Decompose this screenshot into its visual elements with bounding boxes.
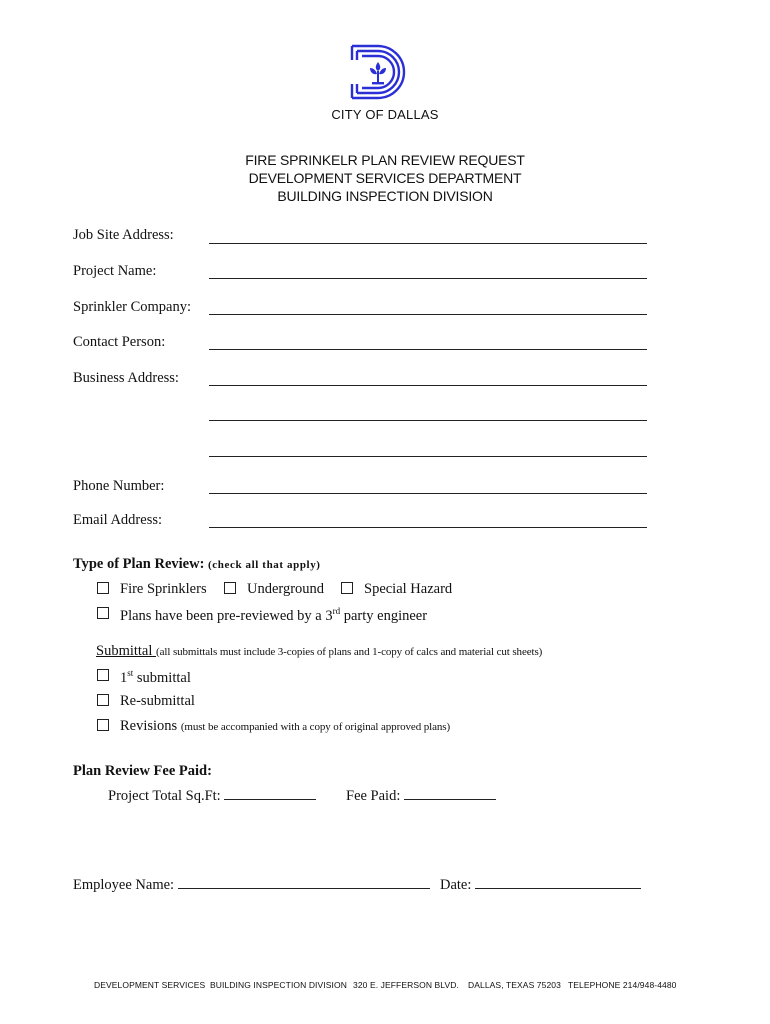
department-title: DEVELOPMENT SERVICES DEPARTMENT (248, 170, 522, 186)
form-title: FIRE SPRINKELR PLAN REVIEW REQUEST (245, 152, 525, 168)
submittal-heading-text: Submittal (96, 643, 157, 659)
footer-dept: DEVELOPMENT SERVICES (94, 980, 206, 990)
fee-paid-row (346, 788, 496, 805)
contact-person-label: Contact Person: (73, 334, 166, 350)
job-site-address-field[interactable] (209, 243, 647, 244)
first-submittal-sup: st (127, 668, 134, 678)
email-address-field[interactable] (209, 527, 647, 528)
resubmittal-label: Re-submittal (120, 693, 195, 709)
city-name: CITY OF DALLAS (331, 107, 439, 122)
date-row (440, 877, 641, 894)
sqft-row (108, 788, 316, 805)
fire-sprinklers-checkbox[interactable] (97, 582, 109, 594)
fee-paid-label: Fee Paid: (346, 788, 404, 804)
pre-reviewed-checkbox[interactable] (97, 607, 109, 619)
fee-paid-field[interactable] (404, 799, 496, 800)
business-address-field-line-1[interactable] (209, 385, 647, 386)
employee-name-label: Employee Name: (73, 877, 178, 893)
underground-label: Underground (247, 581, 325, 597)
submittal-heading (96, 643, 542, 660)
date-field[interactable] (475, 888, 641, 889)
pre-reviewed-text-b: party engineer (340, 607, 428, 624)
phone-number-field[interactable] (209, 493, 647, 494)
pre-reviewed-sup: rd (332, 606, 341, 616)
project-name-label: Project Name: (73, 263, 157, 279)
footer-street: 320 E. JEFFERSON BLVD. (353, 980, 459, 990)
date-label: Date: (440, 877, 476, 893)
email-address-label: Email Address: (73, 512, 163, 528)
first-submittal-text-a: 1 (120, 669, 128, 686)
fire-sprinklers-label: Fire Sprinklers (120, 581, 207, 597)
underground-checkbox[interactable] (224, 582, 236, 594)
footer-division: BUILDING INSPECTION DIVISION (210, 980, 347, 990)
contact-person-field[interactable] (209, 349, 647, 350)
sqft-label: Project Total Sq.Ft: (108, 788, 225, 804)
footer-city: DALLAS, TEXAS 75203 (468, 980, 561, 990)
division-title: BUILDING INSPECTION DIVISION (277, 188, 493, 204)
sprinkler-company-field[interactable] (209, 314, 647, 315)
employee-name-field[interactable] (178, 888, 430, 889)
revisions-note: (must be accompanied with a copy of original approved plans) (180, 721, 451, 733)
first-submittal-text-b: submittal (133, 669, 191, 686)
phone-number-label: Phone Number: (73, 478, 165, 494)
first-submittal-label (120, 668, 191, 687)
submittal-note: (all submittals must include 3-copies of plans and 1-copy of calcs and material cut sheets) (156, 646, 543, 658)
employee-name-row (73, 877, 430, 894)
business-address-field-line-3[interactable] (209, 456, 647, 457)
revisions-text: Revisions (120, 718, 181, 734)
city-of-dallas-logo-icon (348, 40, 412, 104)
first-submittal-checkbox[interactable] (97, 669, 109, 681)
business-address-label: Business Address: (73, 370, 179, 386)
sqft-field[interactable] (224, 799, 316, 800)
job-site-address-label: Job Site Address: (73, 227, 174, 243)
plan-review-note: (check all that apply) (208, 559, 321, 571)
resubmittal-checkbox[interactable] (97, 694, 109, 706)
special-hazard-label: Special Hazard (364, 581, 453, 597)
plan-review-heading-text: Type of Plan Review: (73, 556, 205, 572)
pre-reviewed-label (120, 606, 427, 625)
revisions-label (120, 718, 450, 735)
project-name-field[interactable] (209, 278, 647, 279)
footer-phone: TELEPHONE 214/948-4480 (568, 980, 677, 990)
pre-reviewed-text-a: Plans have been pre-reviewed by a 3 (120, 607, 333, 624)
business-address-field-line-2[interactable] (209, 420, 647, 421)
special-hazard-checkbox[interactable] (341, 582, 353, 594)
fee-heading: Plan Review Fee Paid: (73, 763, 212, 779)
sprinkler-company-label: Sprinkler Company: (73, 299, 192, 315)
revisions-checkbox[interactable] (97, 719, 109, 731)
plan-review-heading (73, 556, 321, 573)
